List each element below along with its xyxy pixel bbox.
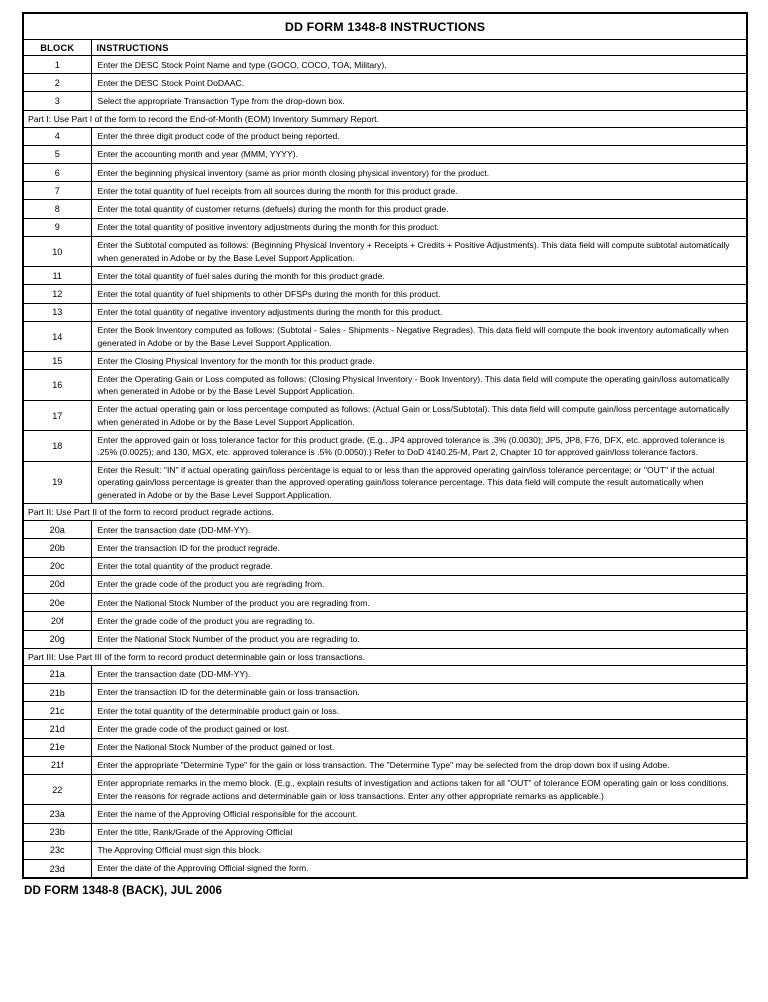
block-number: 7	[23, 182, 91, 200]
table-row	[23, 521, 747, 539]
table-part-row	[23, 110, 747, 127]
table-row	[23, 805, 747, 823]
block-instruction: Enter the total quantity of customer returns (defuels) during the month for this product grade.	[91, 200, 747, 218]
block-number: 2	[23, 74, 91, 92]
table-row	[23, 321, 747, 351]
part-heading: Part II: Use Part II of the form to record product regrade actions.	[23, 504, 747, 521]
block-instruction: Enter the date of the Approving Official signed the form.	[91, 859, 747, 878]
block-number: 23a	[23, 805, 91, 823]
table-row	[23, 127, 747, 145]
column-header-instructions: INSTRUCTIONS	[91, 40, 747, 56]
table-row	[23, 164, 747, 182]
block-number: 4	[23, 127, 91, 145]
table-row	[23, 683, 747, 701]
table-row	[23, 285, 747, 303]
page-title: DD FORM 1348-8 INSTRUCTIONS	[23, 13, 747, 40]
table-row	[23, 200, 747, 218]
block-number: 1	[23, 56, 91, 74]
table-row	[23, 539, 747, 557]
block-number: 23b	[23, 823, 91, 841]
block-instruction: Enter the grade code of the product you are regrading from.	[91, 575, 747, 593]
table-row	[23, 352, 747, 370]
block-instruction: Enter the Result: "IN" if actual operating gain/loss percentage is equal to or less than the approved operating gain/loss tolerance percentage; or "OUT" if the actual operating gain/loss percentage is greater than the approved operating gain/loss tolerance percentage. This data field will compute the result automatically when generated in Adobe or by the Base Level Support Application.	[91, 461, 747, 504]
block-number: 18	[23, 431, 91, 461]
block-instruction: Enter the DESC Stock Point Name and type (GOCO, COCO, TOA, Military).	[91, 56, 747, 74]
table-part-row	[23, 504, 747, 521]
block-number: 21e	[23, 738, 91, 756]
table-row	[23, 145, 747, 163]
table-row	[23, 92, 747, 110]
block-instruction: Enter the Operating Gain or Loss computed as follows: (Closing Physical Inventory - Book Inventory). This data field will compute the operating gain/loss automatically when generated in Adobe or by the Base Level Support Application.	[91, 370, 747, 400]
block-number: 5	[23, 145, 91, 163]
block-instruction: Enter the Subtotal computed as follows: (Beginning Physical Inventory + Receipts + Credits + Positive Adjustments). This data field will compute subtotal automatically when generated in Adobe or by the Base Level Support Application.	[91, 236, 747, 266]
block-number: 20e	[23, 594, 91, 612]
instructions-table	[22, 12, 748, 879]
block-instruction: Enter the total quantity of fuel shipments to other DFSPs during the month for this product.	[91, 285, 747, 303]
block-instruction: Enter the transaction ID for the determinable gain or loss transaction.	[91, 683, 747, 701]
table-row	[23, 56, 747, 74]
block-number: 23c	[23, 841, 91, 859]
block-number: 21c	[23, 702, 91, 720]
block-number: 14	[23, 321, 91, 351]
block-number: 20g	[23, 630, 91, 648]
column-header-row	[23, 40, 747, 56]
block-number: 21f	[23, 756, 91, 774]
block-number: 23d	[23, 859, 91, 878]
table-row	[23, 267, 747, 285]
table-row	[23, 738, 747, 756]
table-row	[23, 665, 747, 683]
table-row	[23, 236, 747, 266]
block-instruction: Enter the total quantity of positive inventory adjustments during the month for this product.	[91, 218, 747, 236]
block-instruction: Enter the grade code of the product gained or lost.	[91, 720, 747, 738]
block-number: 20f	[23, 612, 91, 630]
block-instruction: Enter appropriate remarks in the memo block. (E.g., explain results of investigation and actions taken for all "OUT" of tolerance EOM operating gain or loss conditions. Enter the reasons for regrade actions and determinable gain or loss transactions. Enter any other appropriate remarks as applicable.)	[91, 774, 747, 804]
block-instruction: Enter the transaction ID for the product regrade.	[91, 539, 747, 557]
block-instruction: The Approving Official must sign this block.	[91, 841, 747, 859]
block-instruction: Enter the Book Inventory computed as follows: (Subtotal - Sales - Shipments - Negative Regrades). This data field will compute the book inventory automatically when generated in Adobe or by the Base Level Support Application.	[91, 321, 747, 351]
part-heading: Part III: Use Part III of the form to record product determinable gain or loss transactions.	[23, 648, 747, 665]
part-heading: Part I: Use Part I of the form to record the End-of-Month (EOM) Inventory Summary Report.	[23, 110, 747, 127]
block-number: 21b	[23, 683, 91, 701]
block-number: 20a	[23, 521, 91, 539]
table-row	[23, 720, 747, 738]
block-number: 21d	[23, 720, 91, 738]
block-instruction: Enter the Closing Physical Inventory for the month for this product grade.	[91, 352, 747, 370]
table-row	[23, 612, 747, 630]
table-row	[23, 74, 747, 92]
block-instruction: Enter the actual operating gain or loss percentage computed as follows: (Actual Gain or Loss/Subtotal). This data field will compute gain/loss percentage automatically when generated in Adobe or by the Base Level Support Application.	[91, 400, 747, 430]
block-number: 3	[23, 92, 91, 110]
block-number: 22	[23, 774, 91, 804]
table-row	[23, 756, 747, 774]
block-instruction: Select the appropriate Transaction Type from the drop-down box.	[91, 92, 747, 110]
block-number: 11	[23, 267, 91, 285]
table-row	[23, 431, 747, 461]
block-number: 13	[23, 303, 91, 321]
block-number: 12	[23, 285, 91, 303]
table-row	[23, 182, 747, 200]
table-row	[23, 370, 747, 400]
block-number: 19	[23, 461, 91, 504]
table-row	[23, 575, 747, 593]
block-number: 9	[23, 218, 91, 236]
block-instruction: Enter the name of the Approving Official responsible for the account.	[91, 805, 747, 823]
table-part-row	[23, 648, 747, 665]
block-number: 21a	[23, 665, 91, 683]
table-row	[23, 400, 747, 430]
block-instruction: Enter the total quantity of fuel sales during the month for this product grade.	[91, 267, 747, 285]
block-instruction: Enter the three digit product code of the product being reported.	[91, 127, 747, 145]
block-instruction: Enter the grade code of the product you are regrading to.	[91, 612, 747, 630]
table-row	[23, 218, 747, 236]
block-instruction: Enter the approved gain or loss tolerance factor for this product grade. (E.g., JP4 approved tolerance is .3% (0.0030); JP5, JP8, F76, DFX, etc. approved tolerance is .25% (0.0025); and 130, MGX, etc. approved tolerance is .5% (0.0050).) Refer to DoD 4140.25-M, Part 2, Chapter 10 for approved gain/loss tolerance factors.	[91, 431, 747, 461]
block-instruction: Enter the total quantity of negative inventory adjustments during the month for this product.	[91, 303, 747, 321]
table-row	[23, 823, 747, 841]
table-row	[23, 594, 747, 612]
block-instruction: Enter the total quantity of fuel receipts from all sources during the month for this product grade.	[91, 182, 747, 200]
block-number: 20b	[23, 539, 91, 557]
block-instruction: Enter the transaction date (DD-MM-YY).	[91, 665, 747, 683]
block-instruction: Enter the National Stock Number of the product you are regrading to.	[91, 630, 747, 648]
title-row	[23, 13, 747, 40]
table-row	[23, 303, 747, 321]
block-instruction: Enter the National Stock Number of the product gained or lost.	[91, 738, 747, 756]
block-number: 10	[23, 236, 91, 266]
block-number: 8	[23, 200, 91, 218]
block-number: 20c	[23, 557, 91, 575]
block-instruction: Enter the accounting month and year (MMM, YYYY).	[91, 145, 747, 163]
table-body	[23, 13, 747, 878]
table-row	[23, 461, 747, 504]
form-footer: DD FORM 1348-8 (BACK), JUL 2006	[24, 884, 223, 898]
table-row	[23, 630, 747, 648]
block-number: 20d	[23, 575, 91, 593]
table-row	[23, 841, 747, 859]
block-instruction: Enter the total quantity of the determinable product gain or loss.	[91, 702, 747, 720]
table-row	[23, 774, 747, 804]
block-instruction: Enter the transaction date (DD-MM-YY).	[91, 521, 747, 539]
block-instruction: Enter the appropriate "Determine Type" for the gain or loss transaction. The "Determine Type" may be selected from the drop down box if using Adobe.	[91, 756, 747, 774]
block-instruction: Enter the total quantity of the product regrade.	[91, 557, 747, 575]
block-instruction: Enter the title, Rank/Grade of the Approving Official	[91, 823, 747, 841]
table-row	[23, 859, 747, 878]
block-number: 16	[23, 370, 91, 400]
block-instruction: Enter the DESC Stock Point DoDAAC.	[91, 74, 747, 92]
table-row	[23, 702, 747, 720]
table-row	[23, 557, 747, 575]
block-number: 17	[23, 400, 91, 430]
block-number: 6	[23, 164, 91, 182]
block-instruction: Enter the beginning physical inventory (same as prior month closing physical inventory) for the product.	[91, 164, 747, 182]
block-instruction: Enter the National Stock Number of the product you are regrading from.	[91, 594, 747, 612]
column-header-block: BLOCK	[23, 40, 91, 56]
block-number: 15	[23, 352, 91, 370]
